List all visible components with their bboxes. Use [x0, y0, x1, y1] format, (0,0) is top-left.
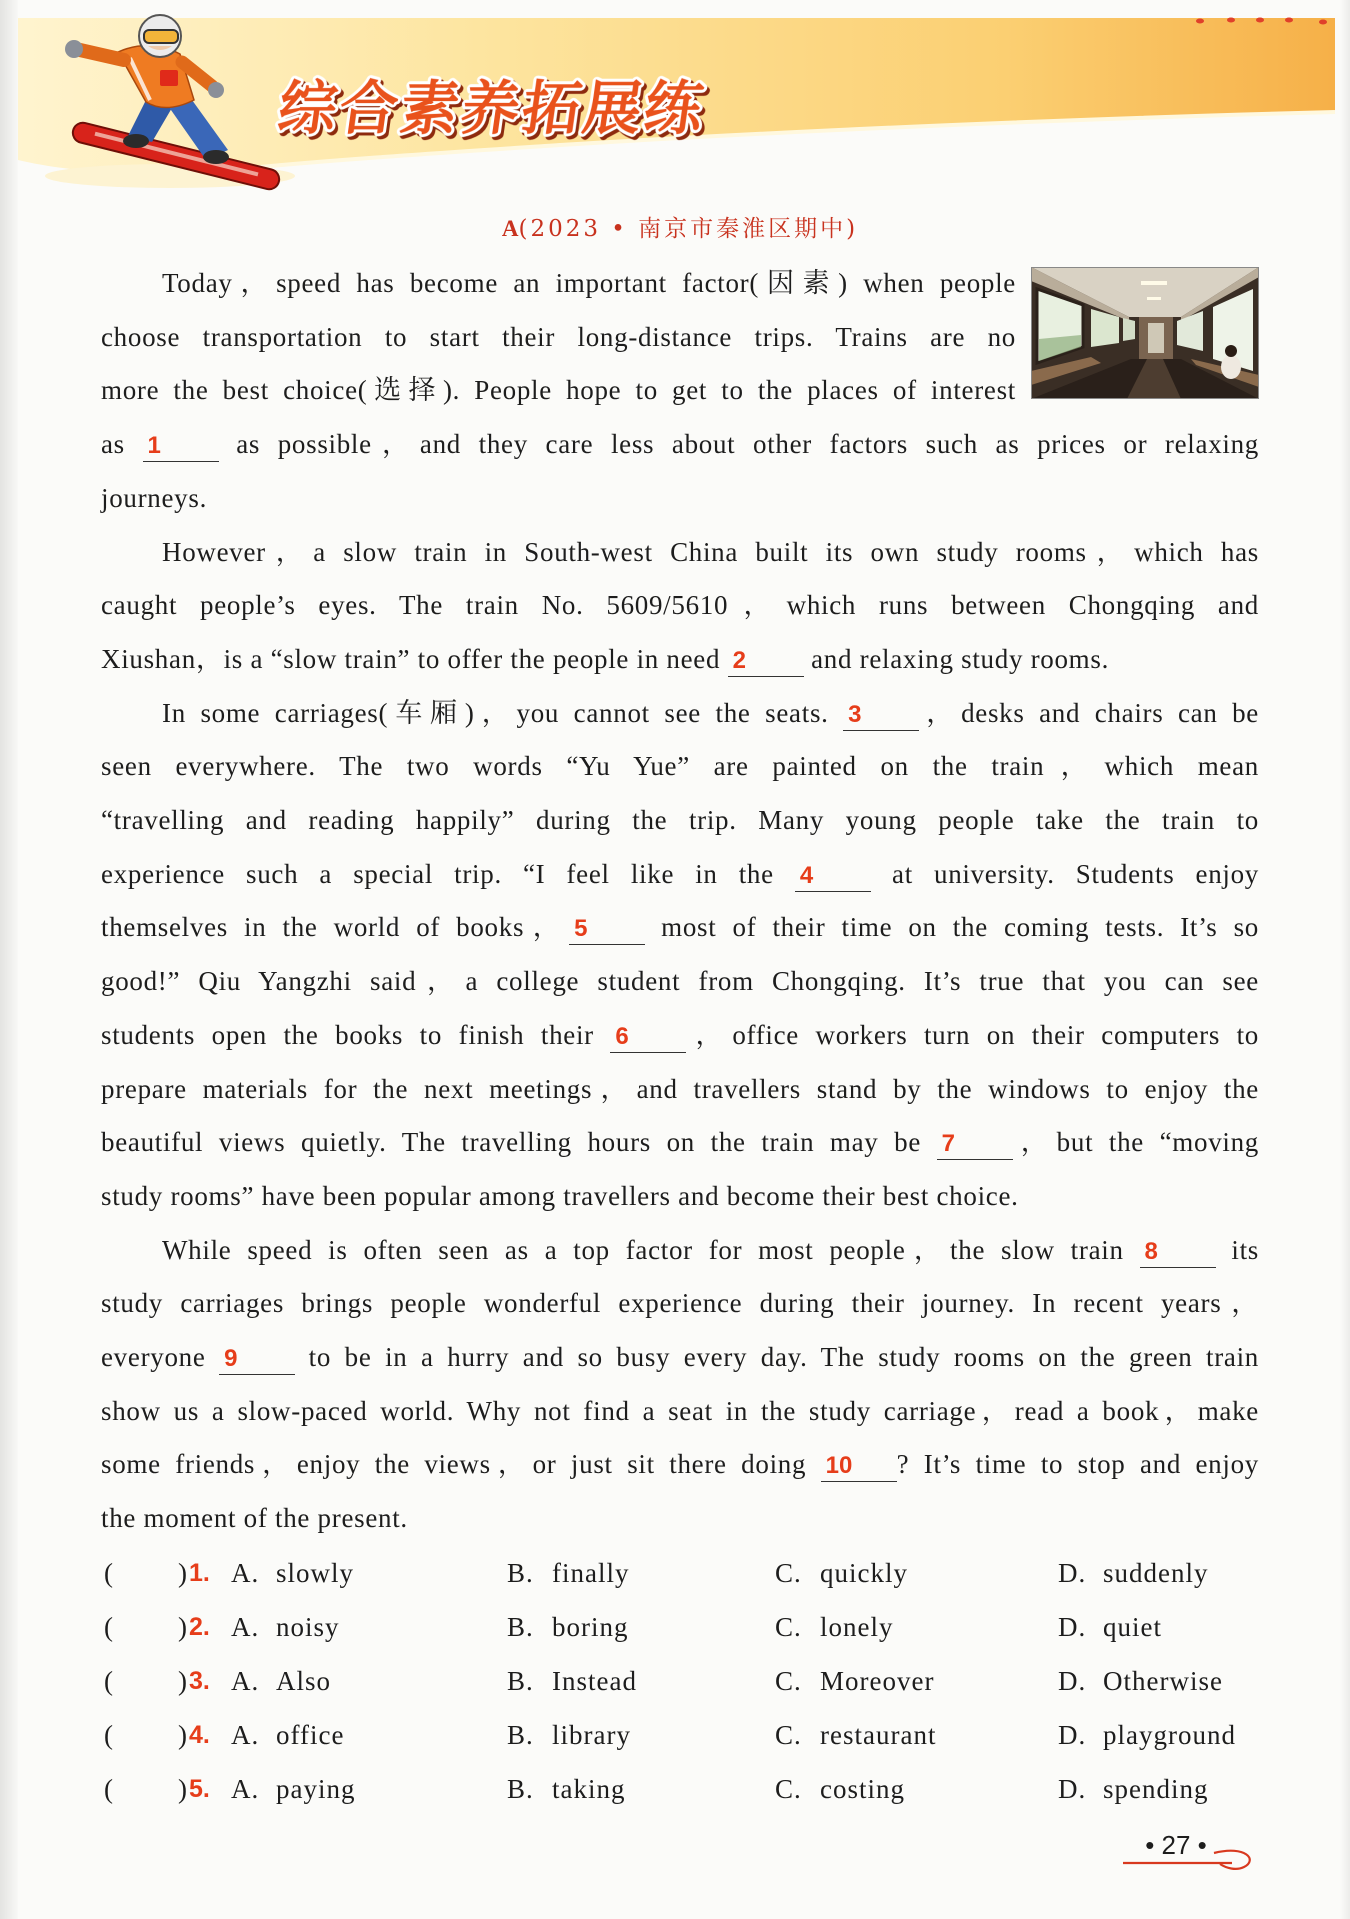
option-text: office: [276, 1720, 345, 1750]
answer-bracket-open: (: [104, 1558, 114, 1588]
question-number: 3.: [189, 1667, 210, 1695]
option-text: lonely: [820, 1612, 894, 1642]
blank-6: 6: [610, 1022, 686, 1053]
passage-paragraph: [101, 526, 1259, 687]
question-row: [101, 1600, 1259, 1654]
passage-line: [101, 1277, 1259, 1331]
question-number: 4.: [189, 1721, 210, 1749]
passage-line: [101, 1385, 1259, 1439]
option-letter: D.: [1058, 1720, 1087, 1750]
option-letter: A.: [231, 1774, 260, 1804]
passage-text: at university. Students enjoy: [870, 858, 1259, 889]
option-a: [231, 1762, 356, 1816]
option-d: [1058, 1600, 1162, 1654]
option-b: [507, 1600, 629, 1654]
passage-text: and relaxing study rooms.: [803, 643, 1110, 674]
blank-7: 7: [937, 1129, 1013, 1160]
multiple-choice-questions: [101, 1546, 1259, 1816]
passage-line: [101, 526, 1259, 580]
passage-text: journeys.: [101, 482, 208, 513]
blank-2: 2: [728, 646, 804, 677]
passage-text: seen everywhere. The two words “Yu Yue” are painted on the train，which mean: [101, 751, 1259, 782]
passage-text: most of their time on the coming tests. It’s so: [645, 912, 1259, 943]
passage-line: [101, 1224, 1259, 1278]
passage-text: ，office workers turn on their computers to: [686, 1019, 1259, 1050]
passage-line: [101, 901, 1259, 955]
option-d: [1058, 1762, 1209, 1816]
passage-text: prepare materials for the next meetings，and travellers stand by the windows to enjoy the: [101, 1073, 1259, 1104]
question-number: 5.: [189, 1775, 210, 1803]
passage-line: [101, 418, 1259, 472]
option-letter: A.: [231, 1612, 260, 1642]
section-banner: [0, 0, 1350, 200]
option-letter: C.: [775, 1774, 802, 1804]
passage-text: show us a slow-paced world. Why not find a seat in the study carriage，read a book，make: [101, 1395, 1259, 1426]
train-carriage-photo: [1031, 267, 1259, 399]
passage-text: study rooms” have been popular among travellers and become their best choice.: [101, 1180, 1019, 1211]
reading-passage: [101, 257, 1259, 1546]
passage-line: [101, 687, 1259, 741]
option-letter: D.: [1058, 1612, 1087, 1642]
option-letter: C.: [775, 1558, 802, 1588]
option-letter: D.: [1058, 1774, 1087, 1804]
question-row: [101, 1546, 1259, 1600]
passage-text: experience such a special trip. “I feel like in the: [101, 858, 795, 889]
passage-line: [101, 1438, 1259, 1492]
passage-line: [101, 740, 1259, 794]
passage-line: [101, 955, 1259, 1009]
passage-label: A: [501, 216, 519, 241]
blank-4: 4: [795, 861, 871, 892]
blank-9: 9: [219, 1344, 295, 1375]
passage-line: [101, 1170, 1259, 1224]
passage-line: [101, 1492, 1259, 1546]
answer-bracket-close: ): [178, 1774, 188, 1804]
passage-text: more the best choice(选择). People hope to get to the places of interest: [101, 375, 1016, 406]
passage-line: [101, 472, 1259, 526]
passage-text: as possible，and they care less about other factors such as prices or relaxing: [218, 429, 1259, 460]
passage-text: study carriages brings people wonderful experience during their journey. In recent years，: [101, 1288, 1259, 1319]
question-row: [101, 1762, 1259, 1816]
answer-bracket-open: (: [104, 1612, 114, 1642]
option-c: [775, 1762, 905, 1816]
option-text: restaurant: [820, 1720, 937, 1750]
answer-bracket-open: (: [104, 1774, 114, 1804]
passage-text: everyone: [101, 1342, 220, 1373]
option-d: [1058, 1546, 1209, 1600]
blank-10: 10: [821, 1451, 897, 1482]
option-text: slowly: [276, 1558, 355, 1588]
passage-line: [101, 848, 1259, 902]
answer-bracket-open: (: [104, 1666, 114, 1696]
passage-text: Today，speed has become an important factor(因素) when people: [162, 268, 1016, 298]
option-d: [1058, 1708, 1236, 1762]
option-letter: C.: [775, 1720, 802, 1750]
option-a: [231, 1600, 340, 1654]
passage-text: beautiful views quietly. The travelling hours on the train may be: [101, 1127, 937, 1158]
passage-text: its: [1215, 1234, 1259, 1265]
option-text: boring: [552, 1612, 629, 1642]
option-letter: B.: [507, 1774, 534, 1804]
option-text: paying: [276, 1774, 356, 1804]
option-text: quiet: [1103, 1612, 1162, 1642]
passage-text: In some carriages(车厢)，you cannot see the seats.: [162, 697, 844, 728]
section-title: 综合素养拓展练: [274, 74, 711, 142]
passage-paragraph: [101, 687, 1259, 1224]
option-text: finally: [552, 1558, 630, 1588]
option-text: quickly: [820, 1558, 908, 1588]
answer-bracket-close: ): [178, 1558, 188, 1588]
passage-line: [101, 1063, 1259, 1117]
page-number: • 27 •: [1145, 1830, 1207, 1860]
option-text: library: [552, 1720, 631, 1750]
option-b: [507, 1762, 626, 1816]
option-text: costing: [820, 1774, 905, 1804]
option-letter: B.: [507, 1612, 534, 1642]
passage-text: ? It’s time to stop and enjoy: [896, 1449, 1259, 1480]
blank-3: 3: [843, 700, 919, 731]
option-letter: D.: [1058, 1558, 1087, 1588]
question-number: 1.: [189, 1559, 210, 1587]
passage-text: While speed is often seen as a top factor for most people，the slow train: [162, 1234, 1140, 1265]
answer-bracket-open: (: [104, 1720, 114, 1750]
option-b: [507, 1546, 629, 1600]
option-letter: C.: [775, 1612, 802, 1642]
question-row: [101, 1654, 1259, 1708]
answer-bracket-close: ): [178, 1720, 188, 1750]
option-a: [231, 1654, 331, 1708]
passage-text: themselves in the world of books，: [101, 912, 570, 943]
question-number: 2.: [189, 1613, 210, 1641]
option-letter: B.: [507, 1666, 534, 1696]
option-text: spending: [1103, 1774, 1209, 1804]
blank-1: 1: [143, 431, 219, 462]
option-text: Also: [276, 1666, 332, 1696]
option-text: suddenly: [1103, 1558, 1209, 1588]
option-letter: A.: [231, 1666, 260, 1696]
page-edge-shadow: [1340, 0, 1350, 1919]
option-letter: B.: [507, 1720, 534, 1750]
option-a: [231, 1546, 354, 1600]
option-letter: B.: [507, 1558, 534, 1588]
passage-line: [101, 794, 1259, 848]
passage-text: ，desks and chairs can be: [919, 697, 1259, 728]
passage-text: ，but the “moving: [1012, 1127, 1259, 1158]
passage-paragraph: [101, 1224, 1259, 1546]
option-d: [1058, 1654, 1223, 1708]
passage-text: some friends，enjoy the views，or just sit there doing: [101, 1449, 821, 1480]
option-c: [775, 1600, 894, 1654]
passage-text: students open the books to finish their: [101, 1019, 611, 1050]
option-text: Moreover: [820, 1666, 935, 1696]
option-c: [775, 1654, 934, 1708]
passage-line: [101, 579, 1259, 633]
answer-bracket-close: ): [178, 1612, 188, 1642]
option-b: [507, 1654, 637, 1708]
option-text: Otherwise: [1103, 1666, 1223, 1696]
passage-line: [101, 1009, 1259, 1063]
passage-line: [101, 1116, 1259, 1170]
option-c: [775, 1708, 936, 1762]
option-c: [775, 1546, 908, 1600]
passage-text: Xiushan，is a “slow train” to offer the people in need: [101, 643, 728, 674]
option-letter: D.: [1058, 1666, 1087, 1696]
option-b: [507, 1708, 631, 1762]
passage-text: choose transportation to start their long-distance trips. Trains are no: [101, 321, 1016, 352]
passage-text: However，a slow train in South-west China built its own study rooms，which has: [162, 536, 1259, 567]
option-letter: A.: [231, 1558, 260, 1588]
option-text: Instead: [552, 1666, 637, 1696]
passage-text: as: [101, 429, 143, 460]
option-text: noisy: [276, 1612, 340, 1642]
option-letter: C.: [775, 1666, 802, 1696]
passage-text: good!” Qiu Yangzhi said，a college student from Chongqing. It’s true that you can see: [101, 966, 1259, 997]
passage-line: [101, 1331, 1259, 1385]
passage-text: “travelling and reading happily” during the trip. Many young people take the train to: [101, 805, 1259, 836]
question-row: [101, 1708, 1259, 1762]
passage-source-detail: (2023 • 南京市秦淮区期中): [518, 216, 859, 242]
passage-text: to be in a hurry and so busy every day. The study rooms on the green train: [295, 1342, 1260, 1373]
passage-line: [101, 633, 1259, 687]
answer-bracket-close: ): [178, 1666, 188, 1696]
passage-text: the moment of the present.: [101, 1503, 408, 1534]
option-text: playground: [1103, 1720, 1236, 1750]
blank-8: 8: [1140, 1237, 1216, 1268]
option-a: [231, 1708, 344, 1762]
passage-text: caught people’s eyes. The train No. 5609/5610，which runs between Chongqing and: [101, 590, 1259, 621]
blank-5: 5: [569, 914, 645, 945]
passage-source: [101, 212, 1259, 246]
page-edge-shadow: [0, 0, 18, 1919]
option-letter: A.: [231, 1720, 260, 1750]
option-text: taking: [552, 1774, 626, 1804]
